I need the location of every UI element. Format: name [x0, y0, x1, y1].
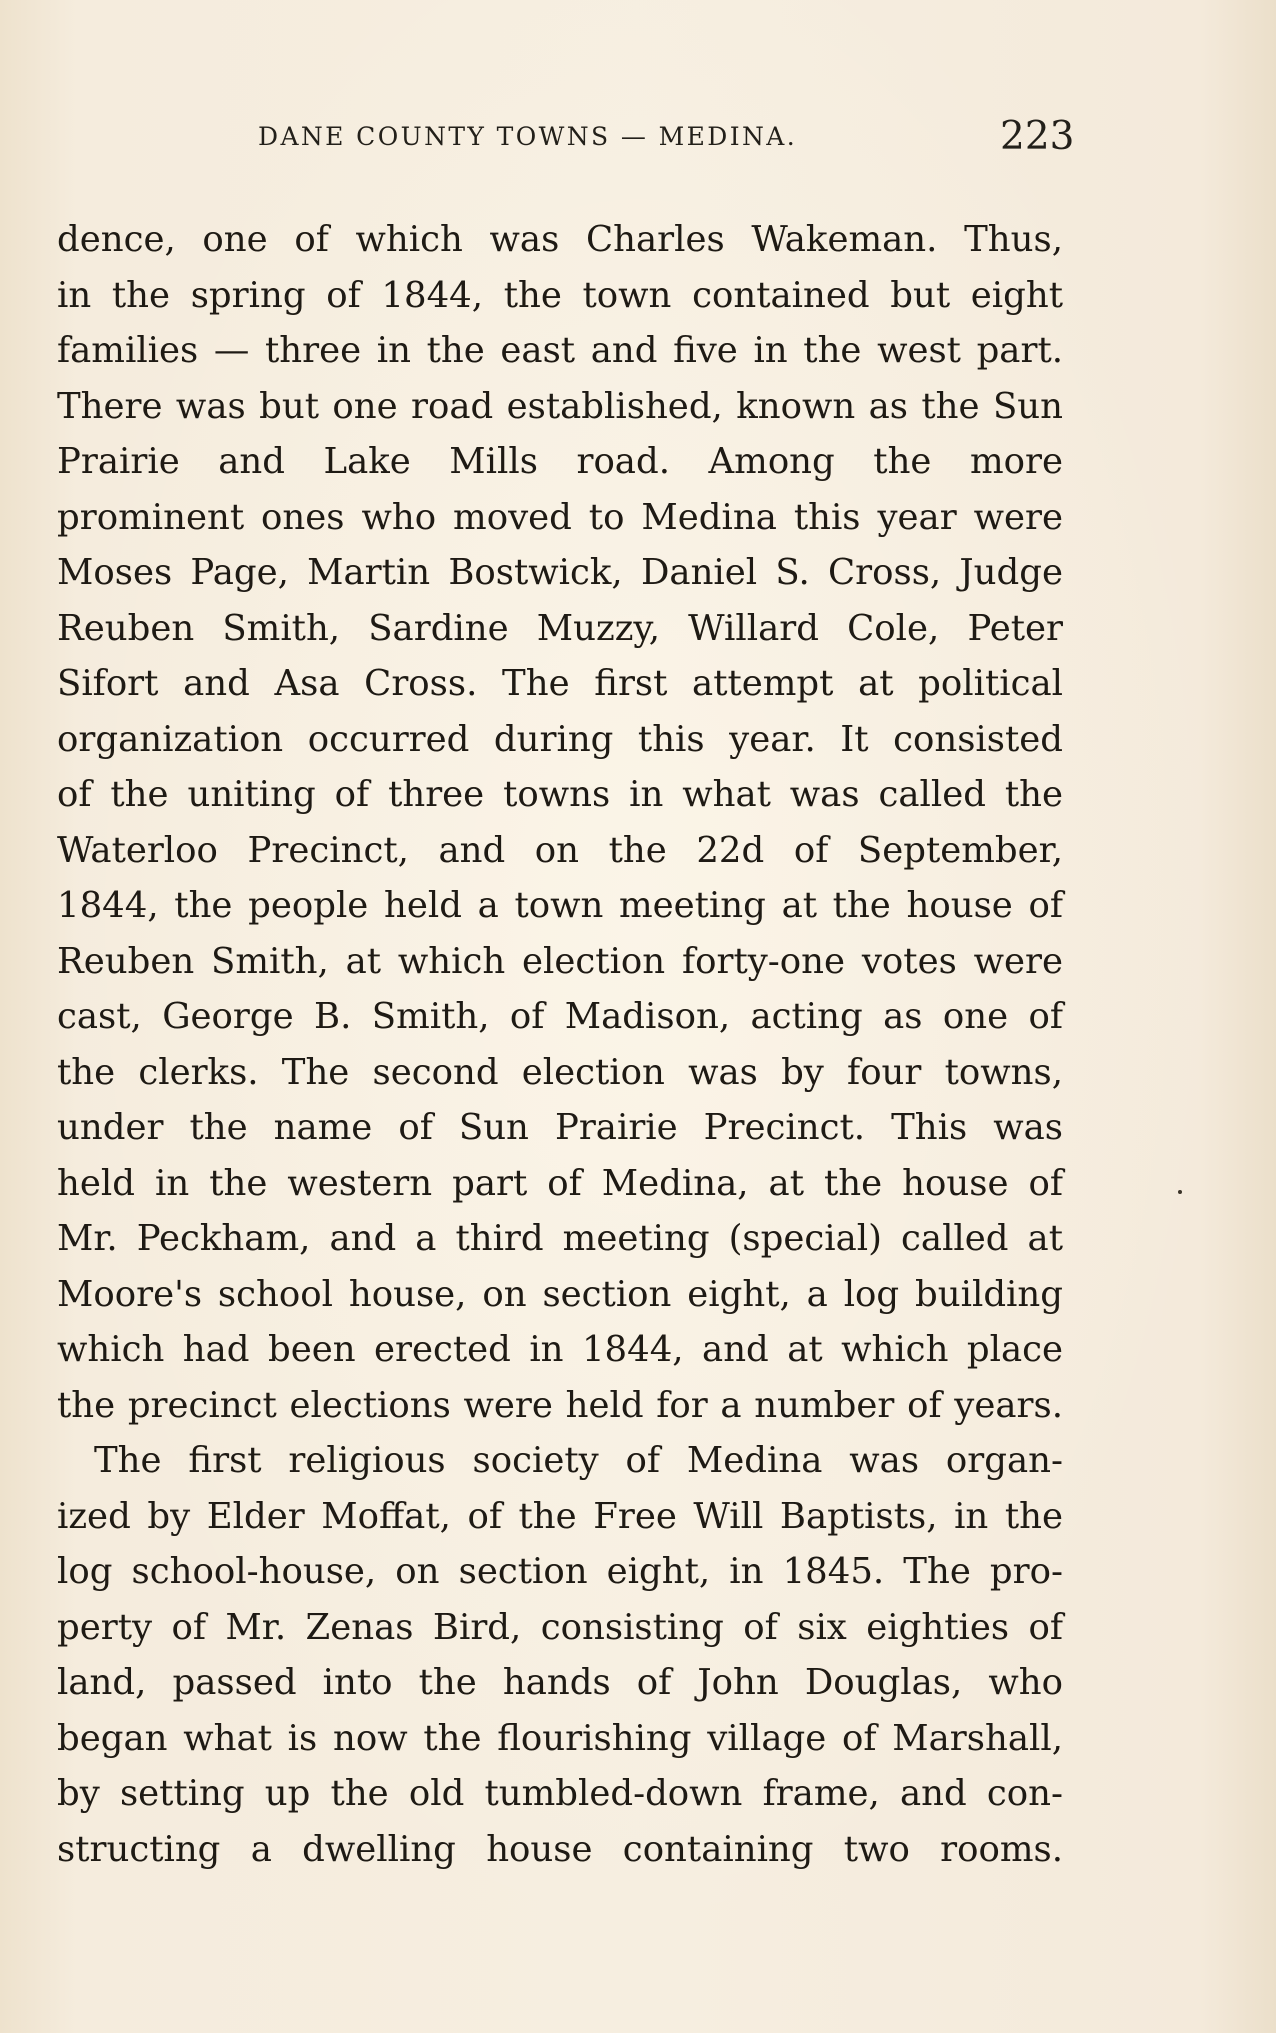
body-text [57, 212, 1063, 1877]
text-line: perty of Mr. Zenas Bird, consisting of six eighties of [57, 1606, 1063, 1648]
text-line: Mr. Peckham, and a third meeting (special) called at [57, 1218, 1063, 1259]
running-head: DANE COUNTY TOWNS — MEDINA. [258, 122, 798, 151]
text-line: ized by Elder Moffat, of the Free Will Baptists, in the [57, 1495, 1063, 1537]
text-line: The first religious society of Medina was organ- [94, 1440, 1063, 1481]
text-line: structing a dwelling house containing two rooms. [57, 1828, 1063, 1870]
text-line: Waterloo Precinct, and on the 22d of September, [57, 829, 1063, 871]
text-line: Moore's school house, on section eight, a log building [57, 1273, 1063, 1315]
text-line: began what is now the flourishing village of Marshall, [57, 1717, 1063, 1759]
text-line: the precinct elections were held for a number of years. [57, 1384, 1063, 1426]
text-line: Moses Page, Martin Bostwick, Daniel S. Cross, Judge [57, 552, 1063, 593]
text-line: under the name of Sun Prairie Precinct. This was [57, 1107, 1063, 1148]
text-line: dence, one of which was Charles Wakeman. Thus, [57, 219, 1063, 260]
text-line: in the spring of 1844, the town contained but eight [57, 274, 1063, 316]
text-line: Reuben Smith, at which election forty-one votes were [57, 940, 1063, 982]
paper-speck [1178, 1190, 1182, 1194]
text-line: prominent ones who moved to Medina this year were [57, 496, 1063, 538]
text-line: log school-house, on section eight, in 1845. The pro- [57, 1551, 1063, 1592]
text-line: organization occurred during this year. It consisted [57, 718, 1063, 760]
text-line: of the uniting of three towns in what was called the [57, 774, 1063, 815]
text-line: Reuben Smith, Sardine Muzzy, Willard Cole, Peter [57, 607, 1063, 649]
text-line: the clerks. The second election was by four towns, [57, 1051, 1063, 1093]
text-line: held in the western part of Medina, at the house of [57, 1162, 1063, 1204]
text-line: by setting up the old tumbled-down frame, and con- [57, 1773, 1063, 1814]
text-line: 1844, the people held a town meeting at the house of [57, 885, 1063, 926]
text-line: which had been erected in 1844, and at which place [57, 1329, 1063, 1370]
text-line: Sifort and Asa Cross. The first attempt at political [57, 663, 1063, 704]
text-line: cast, George B. Smith, of Madison, acting as one of [57, 996, 1063, 1037]
text-line: There was but one road established, known as the Sun [57, 385, 1063, 427]
text-line: Prairie and Lake Mills road. Among the more [57, 441, 1063, 482]
text-line: land, passed into the hands of John Douglas, who [57, 1662, 1063, 1703]
page-number: 223 [1000, 114, 1075, 159]
text-line: families — three in the east and five in the west part. [57, 330, 1063, 371]
